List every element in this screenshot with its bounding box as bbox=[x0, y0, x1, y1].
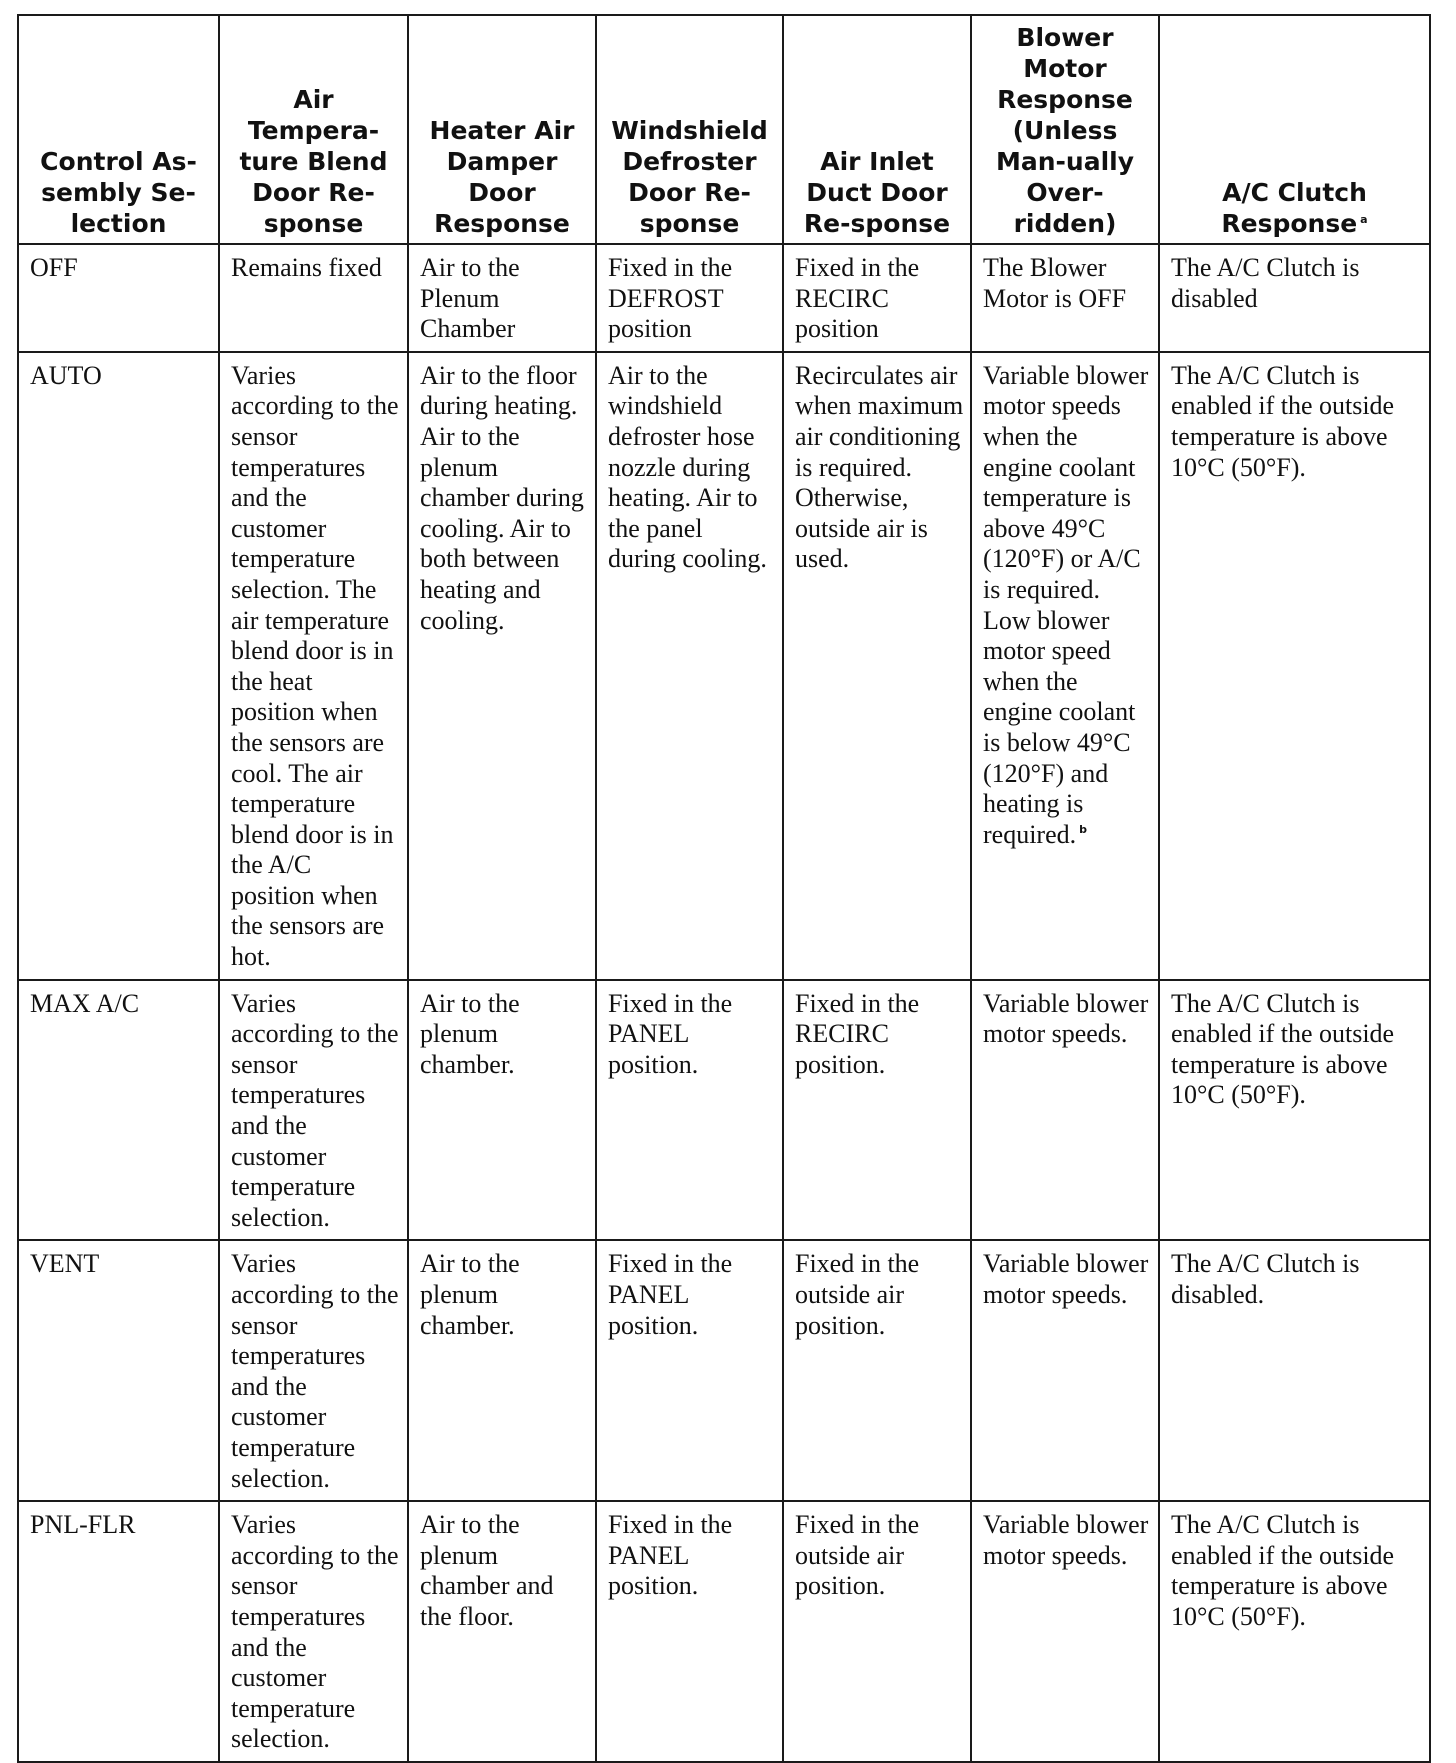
cell-heater-damper-text: Air to the plenum chamber and the floor. bbox=[420, 1510, 554, 1631]
table-row bbox=[18, 244, 1430, 352]
cell-defroster-door-text: Fixed in the PANEL position. bbox=[608, 1249, 733, 1340]
cell-blower-motor-text: Variable blower motor speeds. bbox=[983, 1510, 1149, 1570]
cell-heater-damper-text: Air to the floor during heating. Air to the plenum chamber during cooling. Air to both between heating and cooling. bbox=[420, 360, 584, 635]
footnote-marker-a: a bbox=[1360, 212, 1368, 226]
cell-ac-clutch-text: The A/C Clutch is disabled. bbox=[1171, 1249, 1360, 1309]
cell-blower-motor-text: The Blower Motor is OFF bbox=[983, 253, 1127, 313]
cell-defroster-door-text: Fixed in the DEFROST position bbox=[608, 253, 733, 344]
cell-heater-damper bbox=[408, 980, 596, 1241]
cell-ac-clutch bbox=[1159, 1501, 1430, 1762]
cell-blower-motor-text: Variable blower motor speeds when the engine coolant temperature is above 49°C (120°F) or A/C is required. Low blower motor speed when the engine coolant is below 49°C (120°F) and heating is required. bbox=[983, 360, 1149, 849]
cell-heater-damper bbox=[408, 244, 596, 352]
cell-heater-damper bbox=[408, 352, 596, 980]
cell-blower-motor bbox=[971, 980, 1159, 1241]
cell-inlet-duct-text: Fixed in the outside air position. bbox=[795, 1510, 920, 1601]
cell-selection bbox=[18, 1240, 219, 1501]
cell-ac-clutch bbox=[1159, 1240, 1430, 1501]
table-row bbox=[18, 1501, 1430, 1762]
header-ac-clutch: A/C Clutch Response $^a$ bbox=[1159, 15, 1430, 244]
cell-inlet-duct-text: Fixed in the RECIRC position. bbox=[795, 988, 920, 1079]
cell-defroster-door bbox=[596, 244, 783, 352]
cell-ac-clutch bbox=[1159, 244, 1430, 352]
cell-selection-text: AUTO bbox=[30, 360, 102, 390]
cell-inlet-duct bbox=[783, 1240, 971, 1501]
table-row bbox=[18, 352, 1430, 980]
cell-blend-door-text: Varies according to the sensor temperatures and the customer temperature selection. bbox=[231, 988, 399, 1232]
cell-blend-door-text: Varies according to the sensor temperatures and the customer temperature selection. bbox=[231, 1249, 399, 1493]
cell-selection bbox=[18, 980, 219, 1241]
cell-heater-damper-text: Air to the Plenum Chamber bbox=[420, 253, 520, 344]
cell-inlet-duct bbox=[783, 980, 971, 1241]
header-row bbox=[18, 15, 1430, 244]
cell-blend-door-text: Varies according to the sensor temperatures and the customer temperature selection. The air temperature blend door is in the heat position when the sensors are cool. The air temperature blend door is in the A/C position when the sensors are hot. bbox=[231, 360, 399, 972]
header-control-selection: Control As-sembly Se-lection bbox=[18, 15, 219, 244]
cell-defroster-door bbox=[596, 1501, 783, 1762]
cell-blower-motor bbox=[971, 1501, 1159, 1762]
header-blend-door: Air Tempera-ture Blend Door Re-sponse bbox=[219, 15, 408, 244]
cell-selection-text: VENT bbox=[30, 1249, 100, 1279]
cell-blower-motor bbox=[971, 352, 1159, 980]
cell-heater-damper bbox=[408, 1240, 596, 1501]
cell-selection bbox=[18, 1501, 219, 1762]
cell-blower-motor-text: Variable blower motor speeds. bbox=[983, 1249, 1149, 1309]
cell-inlet-duct bbox=[783, 1501, 971, 1762]
cell-blend-door bbox=[219, 352, 408, 980]
cell-ac-clutch-text: The A/C Clutch is enabled if the outside temperature is above 10°C (50°F). bbox=[1171, 360, 1395, 482]
cell-blend-door bbox=[219, 1240, 408, 1501]
cell-inlet-duct-text: Fixed in the RECIRC position bbox=[795, 253, 920, 344]
header-defroster-door: Windshield Defroster Door Re-sponse bbox=[596, 15, 783, 244]
header-inlet-duct: Air Inlet Duct Door Re-sponse bbox=[783, 15, 971, 244]
cell-ac-clutch-text: The A/C Clutch is disabled bbox=[1171, 253, 1360, 313]
cell-heater-damper bbox=[408, 1501, 596, 1762]
cell-heater-damper-text: Air to the plenum chamber. bbox=[420, 988, 520, 1079]
cell-defroster-door-text: Fixed in the PANEL position. bbox=[608, 1510, 733, 1601]
cell-ac-clutch-text: The A/C Clutch is enabled if the outside temperature is above 10°C (50°F). bbox=[1171, 1510, 1395, 1631]
cell-blend-door bbox=[219, 980, 408, 1241]
cell-blower-motor-text: Variable blower motor speeds. bbox=[983, 988, 1149, 1049]
document-page bbox=[17, 14, 1429, 1763]
cell-defroster-door bbox=[596, 352, 783, 980]
cell-selection-text: OFF bbox=[30, 253, 78, 282]
cell-heater-damper-text: Air to the plenum chamber. bbox=[420, 1249, 520, 1340]
footnote-marker: b bbox=[1079, 823, 1087, 837]
table-row bbox=[18, 980, 1430, 1241]
cell-blend-door bbox=[219, 1501, 408, 1762]
cell-selection bbox=[18, 352, 219, 980]
cell-selection-text: PNL-FLR bbox=[30, 1510, 136, 1540]
cell-defroster-door bbox=[596, 1240, 783, 1501]
control-assembly-response-table bbox=[17, 14, 1431, 1763]
cell-ac-clutch bbox=[1159, 352, 1430, 980]
cell-inlet-duct bbox=[783, 244, 971, 352]
header-blower-motor: Blower Motor Response (Unless Man-ually Over-ridden) bbox=[971, 15, 1159, 244]
cell-defroster-door-text: Air to the windshield defroster hose nozzle during heating. Air to the panel during cooling. bbox=[608, 360, 767, 574]
cell-blend-door-text: Remains fixed bbox=[231, 253, 382, 282]
cell-defroster-door-text: Fixed in the PANEL position. bbox=[608, 988, 733, 1079]
cell-blower-motor bbox=[971, 1240, 1159, 1501]
cell-blower-motor bbox=[971, 244, 1159, 352]
cell-ac-clutch bbox=[1159, 980, 1430, 1241]
cell-selection bbox=[18, 244, 219, 352]
cell-ac-clutch-text: The A/C Clutch is enabled if the outside temperature is above 10°C (50°F). bbox=[1171, 988, 1395, 1110]
cell-inlet-duct-text: Fixed in the outside air position. bbox=[795, 1249, 920, 1340]
table-row bbox=[18, 1240, 1430, 1501]
cell-blend-door-text: Varies according to the sensor temperatures and the customer temperature selection. bbox=[231, 1510, 399, 1754]
cell-inlet-duct-text: Recirculates air when maximum air conditioning is required. Otherwise, outside air is used. bbox=[795, 360, 964, 574]
cell-blend-door bbox=[219, 244, 408, 352]
cell-defroster-door bbox=[596, 980, 783, 1241]
cell-inlet-duct bbox=[783, 352, 971, 980]
cell-selection-text: MAX A/C bbox=[30, 988, 140, 1018]
header-heater-damper: Heater Air Damper Door Response bbox=[408, 15, 596, 244]
